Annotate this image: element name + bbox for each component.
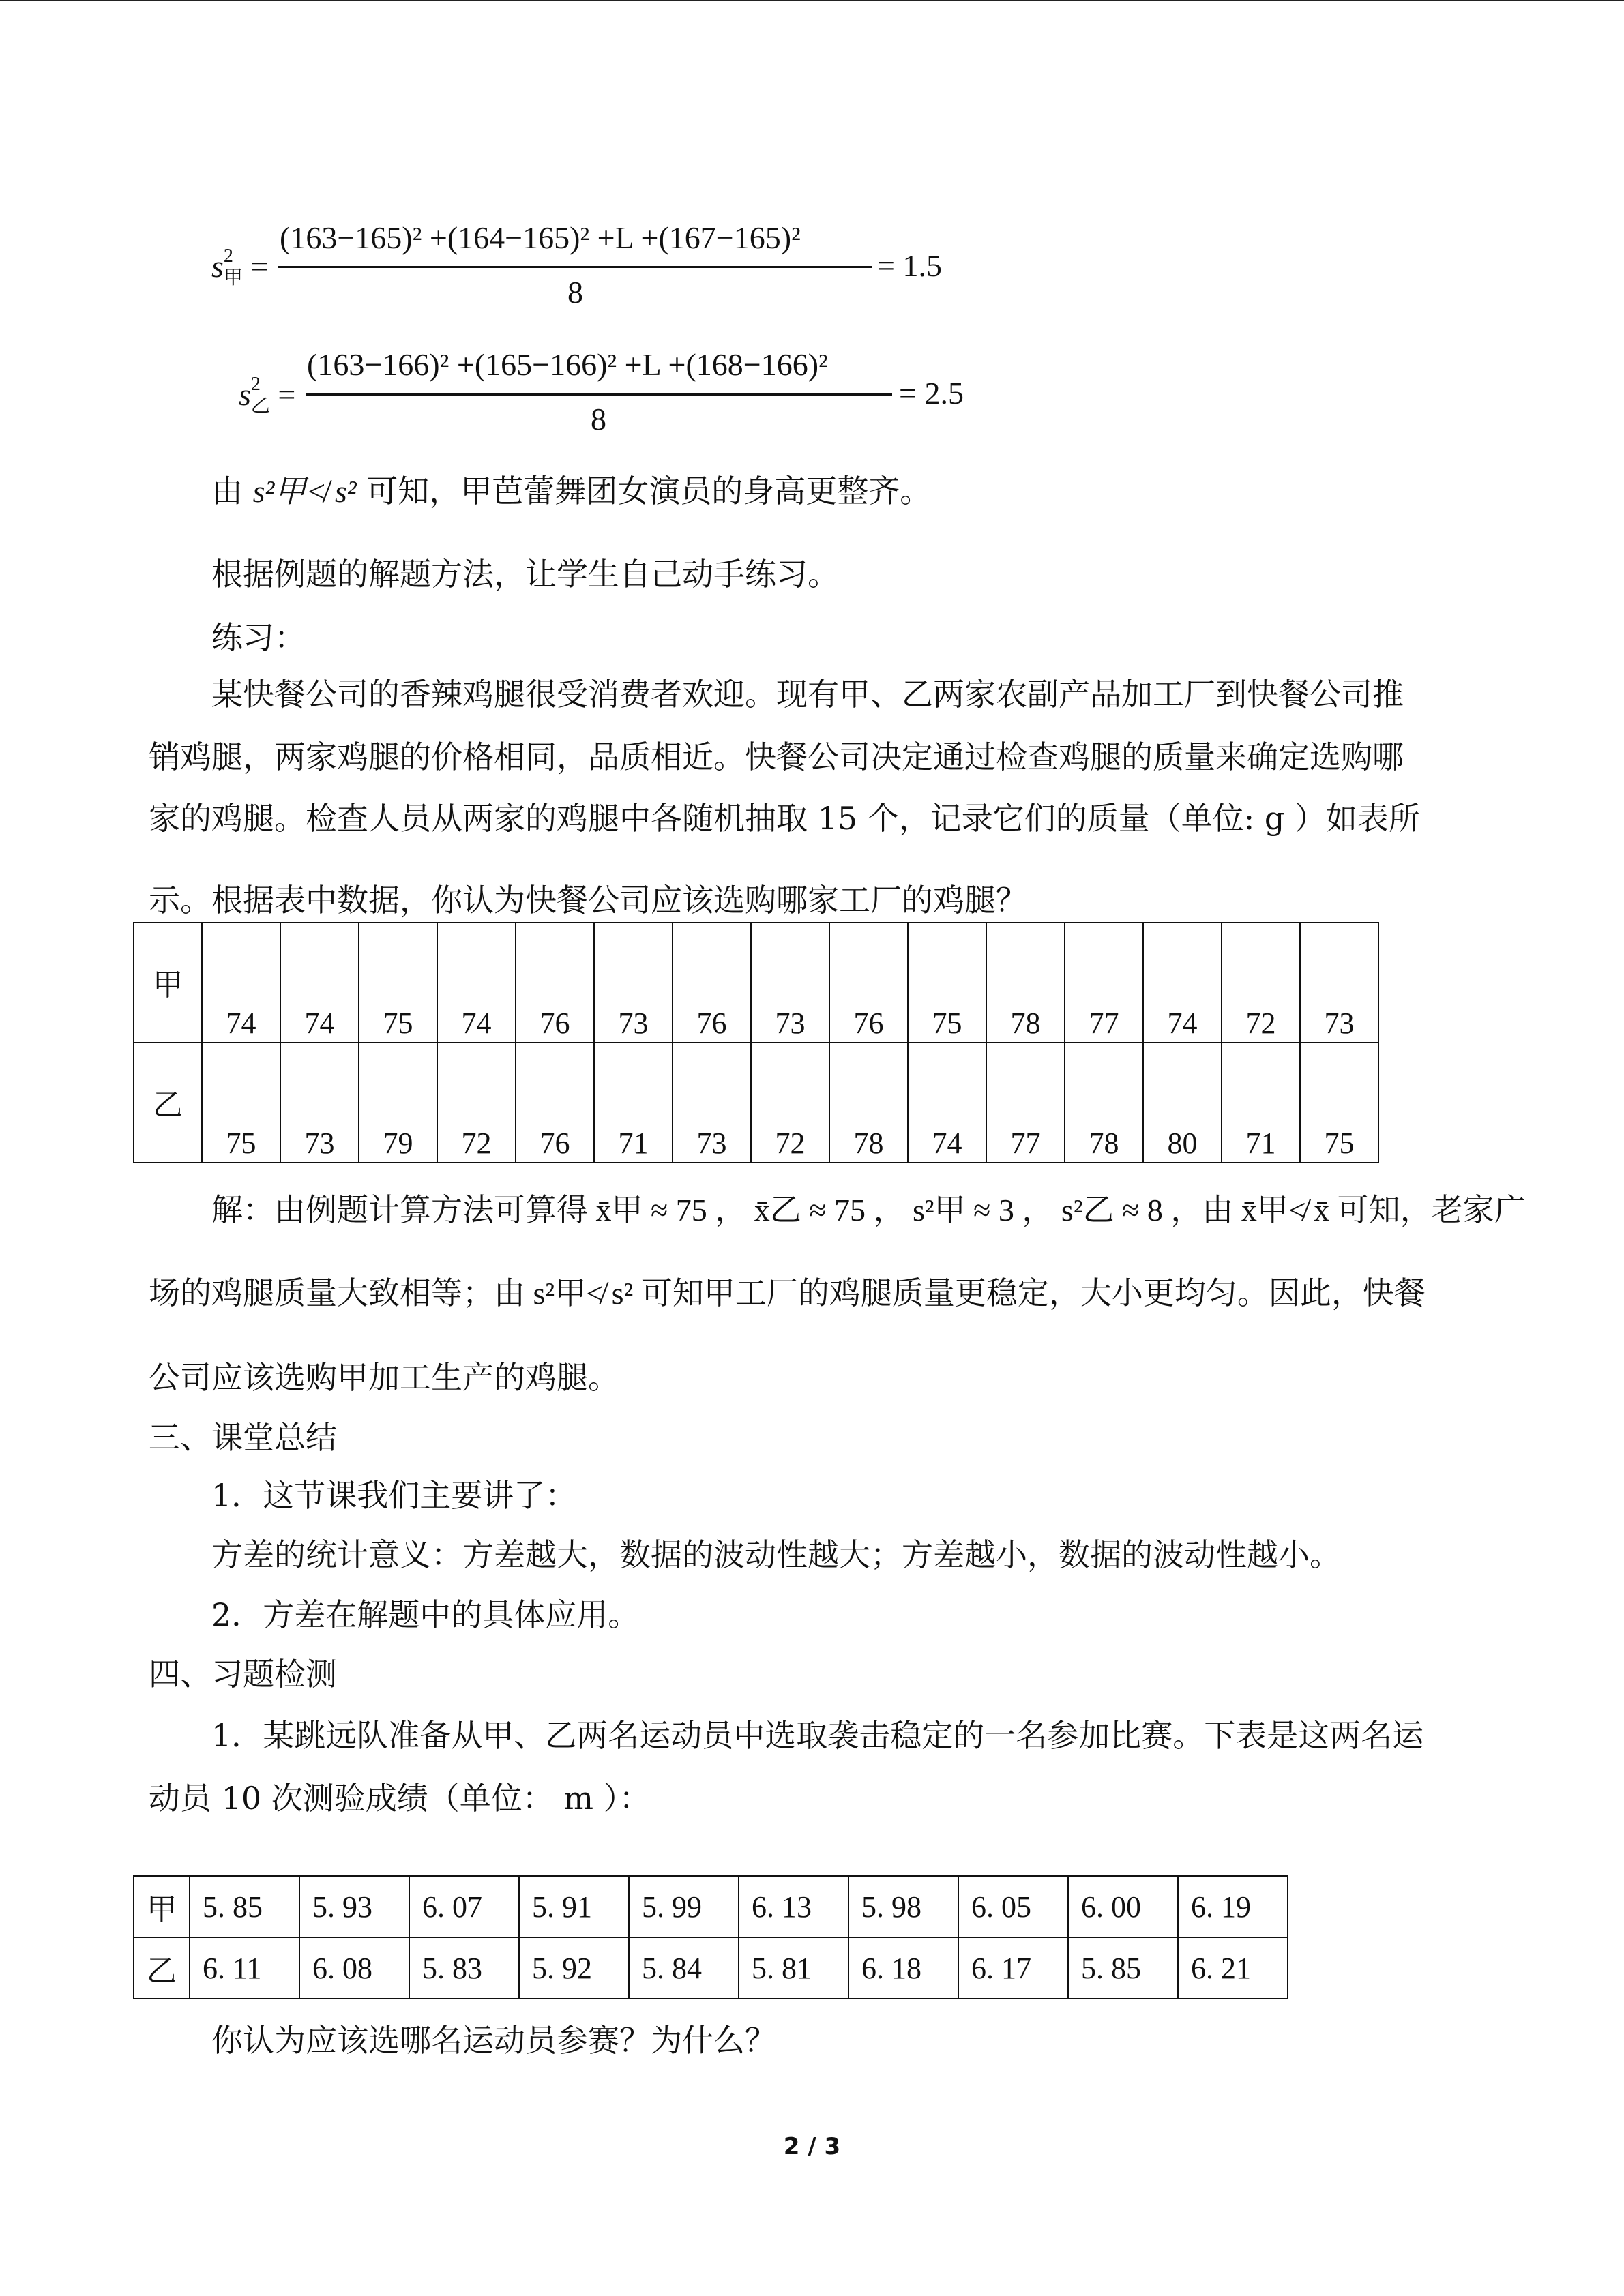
formula-numerator: (163−166)² +(165−166)² +L +(168−166)² <box>307 347 828 382</box>
row-label: 甲 <box>134 1876 190 1937</box>
fraction-bar <box>278 266 872 268</box>
table-cell: 74 <box>1143 923 1222 1043</box>
formula-lhs: $s^2_甲$ = <box>211 245 269 288</box>
table-cell: 80 <box>1143 1043 1222 1163</box>
table-cell: 73 <box>751 923 829 1043</box>
solution-line: 公司应该选购甲加工生产的鸡腿。 <box>149 1359 619 1396</box>
formula-result: = 2.5 <box>899 376 964 411</box>
table-cell: 78 <box>1065 1043 1143 1163</box>
table-row <box>134 1043 1378 1163</box>
table-cell: 71 <box>594 1043 673 1163</box>
table-cell: 6. 08 <box>299 1937 409 1999</box>
section-heading-exercises: 四、习题检测 <box>149 1656 337 1693</box>
exercise-heading: 练习： <box>211 619 306 656</box>
formula-denominator: 8 <box>567 275 583 310</box>
table-cell: 76 <box>673 923 751 1043</box>
table-cell: 73 <box>1300 923 1378 1043</box>
table-cell: 6. 18 <box>848 1937 958 1999</box>
exercise-text-line: 某快餐公司的香辣鸡腿很受消费者欢迎。现有甲、乙两家农副产品加工厂到快餐公司推 <box>211 676 1404 713</box>
long-jump-results-table <box>133 1875 1288 1999</box>
exercise-text-line: 1．某跳远队准备从甲、乙两名运动员中选取袭击稳定的一名参加比赛。下表是这两名运 <box>211 1717 1424 1754</box>
table-cell: 73 <box>673 1043 751 1163</box>
chicken-leg-mass-table <box>133 922 1379 1163</box>
exercise-text-line: 家的鸡腿。检查人员从两家的鸡腿中各随机抽取 15 个，记录它们的质量（单位: g ）如表所 <box>149 800 1420 837</box>
fraction-bar <box>306 393 892 396</box>
table-cell: 75 <box>908 923 986 1043</box>
table-cell: 5. 92 <box>519 1937 629 1999</box>
table-cell: 72 <box>1222 923 1300 1043</box>
table-cell: 76 <box>516 1043 594 1163</box>
row-label: 甲 <box>134 923 202 1043</box>
table-cell: 6. 07 <box>409 1876 519 1937</box>
table-cell: 77 <box>986 1043 1065 1163</box>
table-cell: 5. 98 <box>848 1876 958 1937</box>
table-cell: 76 <box>829 923 908 1043</box>
table-cell: 79 <box>359 1043 437 1163</box>
table-cell: 74 <box>280 923 359 1043</box>
table-cell: 5. 81 <box>739 1937 848 1999</box>
table-cell: 76 <box>516 923 594 1043</box>
table-cell: 5. 91 <box>519 1876 629 1937</box>
solution-line: 解：由例题计算方法可算得 x̄甲 ≈ 75 ， x̄乙 ≈ 75 ， s²甲 ≈ 3 ， s²乙 ≈ 8 ，由 x̄甲≮ x̄ 可知，老家广 <box>211 1193 1526 1227</box>
table-cell: 78 <box>986 923 1065 1043</box>
summary-item: 2．方差在解题中的具体应用。 <box>211 1596 640 1633</box>
table-cell: 71 <box>1222 1043 1300 1163</box>
table-cell: 6. 17 <box>958 1937 1068 1999</box>
instruction-paragraph: 根据例题的解题方法，让学生自己动手练习。 <box>211 556 839 593</box>
formula-result: = 1.5 <box>877 248 942 283</box>
page-number: 2 / 3 <box>783 2133 841 2160</box>
table-cell: 72 <box>437 1043 516 1163</box>
table-cell: 77 <box>1065 923 1143 1043</box>
table-row <box>134 1937 1288 1999</box>
table-cell: 5. 93 <box>299 1876 409 1937</box>
table-cell: 6. 00 <box>1068 1876 1178 1937</box>
table-cell: 5. 85 <box>190 1876 299 1937</box>
table-cell: 74 <box>908 1043 986 1163</box>
summary-item: 1．这节课我们主要讲了： <box>211 1477 577 1514</box>
row-label: 乙 <box>134 1937 190 1999</box>
exercise-text-line: 销鸡腿，两家鸡腿的价格相同，品质相近。快餐公司决定通过检查鸡腿的质量来确定选购哪 <box>149 739 1404 775</box>
solution-line: 场的鸡腿质量大致相等；由 s²甲≮ s² 可知甲工厂的鸡腿质量更稳定，大小更均匀。因此，快餐 <box>149 1276 1426 1311</box>
table-cell: 73 <box>594 923 673 1043</box>
table-cell: 75 <box>1300 1043 1378 1163</box>
formula-denominator: 8 <box>591 402 606 436</box>
table-cell: 73 <box>280 1043 359 1163</box>
page-top-border <box>0 0 1624 1</box>
table-cell: 78 <box>829 1043 908 1163</box>
section-heading-summary: 三、课堂总结 <box>149 1419 337 1456</box>
conclusion-paragraph: 由 s²甲≮ s² 可知，甲芭蕾舞团女演员的身高更整齐。 <box>211 473 932 509</box>
summary-item: 方差的统计意义：方差越大，数据的波动性越大；方差越小，数据的波动性越小。 <box>211 1536 1341 1573</box>
table-cell: 5. 85 <box>1068 1937 1178 1999</box>
table-cell: 5. 84 <box>629 1937 739 1999</box>
table-cell: 75 <box>359 923 437 1043</box>
table-cell: 6. 13 <box>739 1876 848 1937</box>
table-cell: 75 <box>202 1043 280 1163</box>
exercise-text-line: 动员 10 次测验成绩（单位： m ）： <box>149 1780 651 1817</box>
exercise-text-line: 示。根据表中数据，你认为快餐公司应该选购哪家工厂的鸡腿？ <box>149 882 1027 919</box>
exercise-question: 你认为应该选哪名运动员参赛？为什么？ <box>211 2022 776 2059</box>
table-cell: 72 <box>751 1043 829 1163</box>
table-cell: 74 <box>202 923 280 1043</box>
table-cell: 6. 05 <box>958 1876 1068 1937</box>
table-row <box>134 1876 1288 1937</box>
table-cell: 5. 83 <box>409 1937 519 1999</box>
formula-lhs: $s^2_乙$ = <box>239 374 296 417</box>
table-cell: 6. 11 <box>190 1937 299 1999</box>
table-cell: 6. 21 <box>1178 1937 1288 1999</box>
table-cell: 74 <box>437 923 516 1043</box>
table-cell: 5. 99 <box>629 1876 739 1937</box>
table-cell: 6. 19 <box>1178 1876 1288 1937</box>
row-label: 乙 <box>134 1043 202 1163</box>
formula-numerator: (163−165)² +(164−165)² +L +(167−165)² <box>280 220 801 255</box>
table-row <box>134 923 1378 1043</box>
